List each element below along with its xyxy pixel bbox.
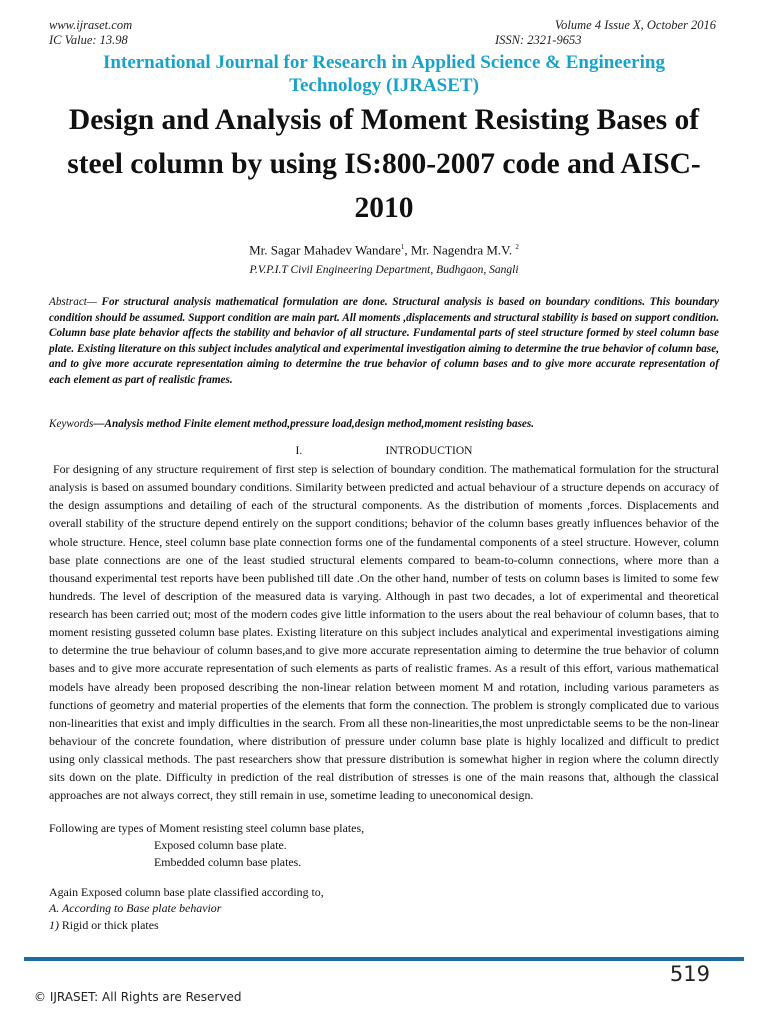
volume-issue: Volume 4 Issue X, October 2016 [554,18,716,32]
page-number: 519 [669,962,710,986]
types-intro: Following are types of Moment resisting steel column base plates, [49,821,365,835]
paper-title-line2: steel column by using IS:800-2007 code and AISC- [67,148,701,180]
keywords [49,417,719,432]
author-1-affiliation-mark: 1 [400,243,405,251]
journal-name-line2: Technology (IJRASET) [289,75,479,96]
author-separator: , [404,242,411,258]
abstract-label: Abstract— [49,296,97,308]
classification-intro: Again Exposed column base plate classified according to, [49,885,324,899]
journal-website: www.ijraset.com [49,18,133,32]
author-affiliation: P.V.P.I.T Civil Engineering Department, Budhgaon, Sangli [249,264,519,276]
author-2-affiliation-mark: 2 [515,243,519,251]
introduction-paragraph: For designing of any structure requirement of first step is selection of boundary condition. The mathematical formulation for the structural analysis is based on assumed boundary conditions. Similarity between predicted and actual behaviour of a structure depends on accuracy of the design assumptions and detailing of each of the structural components. As the distribution of moments ,forces. Displacements and overall stability of the structure depend entirely on the support conditions; behavior of the column bases greatly influences behavior of the whole structure. Hence, steel column base plate connection forms one of the fundamental components of a steel structure. However, column base plate connections are one of the least studied structural elements compared to beam-to-column connections, where more than a thousand experimental test reports have been published till date .On the other hand, number of tests on column bases is limited to some few hundreds. The level of description of the measured data is varying. Although in past two decades, a lot of experimental and theoretical research has been carried out; most of the modern codes give little information to the users about the real behaviour of column bases, that to moment resisting gusseted column base plates. Existing literature on this subject includes analytical and experimental investigations aiming to determine the true behaviour of column bases,and to give more accurate representation aiming to determine the true behavior of column bases and to give more accurate representation of such elements as parts of realistic frames. As a result of this effort, various mathematical models have already been proposed describing the non-linear relation between moment M and rotation, including various parameters as functions of geometry and material properties of the elements that form the connection. The problem is strongly complicated due to various non-linearities that exist and imply difficulties in the search. From all these non-linearities,the most unpredictable seems to be the non-linear behaviour of the concrete foundation, where distribution of pressure under column base plate is highly localized and difficult to predict using only classical methods. The past researchers show that pressure distribution is somewhat higher in region where the column directly sits down on the plate. Difficulty in prediction of the real distribution of stresses is one of the main reasons that, although the classical approaches are not always correct, they still remain in use, sometime leading to uneconomical design. [49,462,719,803]
section-heading [0,444,768,458]
section-number: I. [295,445,303,457]
abstract [49,295,719,389]
list-item-rigid [49,917,159,933]
list-item-text: Rigid or thick plates [58,918,159,932]
paper-title-line1: Design and Analysis of Moment Resisting Bases of [68,104,700,136]
journal-name [40,51,728,97]
keywords-text: —Analysis method Finite element method,pressure load,design method,moment resisting bases. [93,418,535,430]
section-title: INTRODUCTION [385,445,473,457]
journal-name-line1: International Journal for Research in Applied Science & Engineering [103,52,665,73]
ic-value: IC Value: 13.98 [49,33,128,47]
abstract-text: For structural analysis mathematical formulation are done. Structural analysis is based on boundary conditions. This boundary condition should be assumed. Support condition are main part. All moments ,displacements and structural stability is based on support condition. Column base plate behavior affects the stability and behavior of all structure. Fundamental parts of steel structure formed by steel column base plate. Existing literature on this subject includes analytical and experimental investigation aiming to determine the true behavior of column base, and to give more accurate representation aiming to determine the true behavior of column bases and to give more accurate representation of each element as part of realistic frames. [49,296,719,386]
list-item-number: 1) [49,918,59,932]
list-item-exposed: Exposed column base plate. [154,838,287,852]
issn: ISSN: 2321-9653 [495,33,582,47]
paper-title [30,98,738,230]
paper-title-line3: 2010 [354,192,414,224]
author-list [0,239,768,258]
subsection-a: A. According to Base plate behavior [49,901,222,915]
author-2: Mr. Nagendra M.V. [410,242,513,258]
copyright-notice: © IJRASET: All Rights are Reserved [34,990,242,1004]
keywords-label: Keywords [49,418,94,430]
author-1: Mr. Sagar Mahadev Wandare [249,242,401,258]
list-item-embedded: Embedded column base plates. [154,855,302,869]
